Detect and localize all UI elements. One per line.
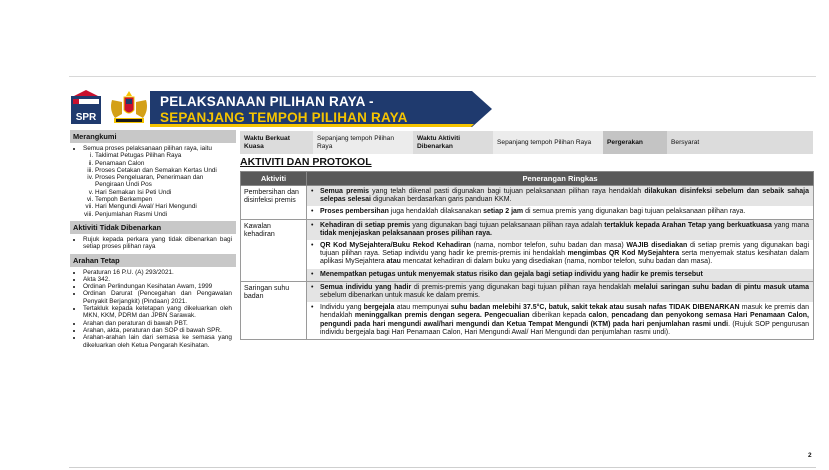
list-item: • Peraturan 16 P.U. (A) 293/2021. xyxy=(83,269,232,276)
bullet-icon: • xyxy=(311,283,314,291)
left-sidebar xyxy=(70,130,236,466)
bullet-text xyxy=(320,271,809,279)
status-bar xyxy=(240,131,813,154)
text-segment: , xyxy=(606,312,612,320)
bold-text-segment: meninggalkan premis dengan segera. Pengecualian xyxy=(354,312,530,320)
table-header-row xyxy=(241,172,814,186)
page-bottom-rule xyxy=(69,467,816,468)
list-item: • Ordinan Darurat (Pencegahan dan Pengawalan Penyakit Berjangkit) (Pindaan) 2021. xyxy=(83,290,232,305)
text-segment: atau mempunyai xyxy=(394,304,451,312)
arahan-tetap-heading: Arahan Tetap xyxy=(70,254,236,267)
waktu-aktiviti-value: Sepanjang tempoh Pilihan Raya xyxy=(493,131,603,154)
pergerakan-label: Pergerakan xyxy=(603,131,667,154)
text-segment: (nama, nombor telefon, suhu badan dan masa) xyxy=(470,242,627,250)
bold-text-segment: Kehadiran di setiap premis xyxy=(320,221,411,229)
description-bullet xyxy=(307,186,813,206)
bold-text-segment: QR Kod MySejahtera/Buku Rekod Kehadiran xyxy=(320,242,471,250)
list-item: • Akta 342. xyxy=(83,276,232,283)
activity-cell: Saringan suhu badan xyxy=(241,281,307,339)
tidak-dibenarkan-body xyxy=(70,234,236,254)
text-segment: di premis-premis yang digunakan bagi tujuan pilihan raya hendaklah xyxy=(411,283,634,291)
description-cell xyxy=(307,186,814,220)
bullet-icon: • xyxy=(311,242,314,250)
tidak-dibenarkan-heading: Aktiviti Tidak Dibenarkan xyxy=(70,221,236,234)
list-item: iv. Proses Pengeluaran, Penerimaan dan Pengiraan Undi Pos xyxy=(95,174,232,189)
spr-logo-icon xyxy=(70,90,102,126)
text-segment: yang telah dikenal pasti digunakan bagi tujuan pelaksanaan pilihan raya hendaklah xyxy=(369,188,645,195)
bullet-icon: • xyxy=(311,270,314,278)
bold-text-segment: tidak menjejaskan pelaksanaan proses pilihan raya. xyxy=(320,229,492,237)
waktu-berkuat-kuasa-label: Waktu Berkuat Kuasa xyxy=(244,134,290,150)
bold-text-segment: atau xyxy=(386,258,401,266)
bullet-text xyxy=(320,208,809,216)
bold-text-segment: Menempatkan petugas untuk menyemak status risiko dan gejala bagi setiap individu yang hadir ke premis tersebut xyxy=(320,270,703,278)
list-item: vi. Tempoh Berkempen xyxy=(95,196,232,203)
bullet-text xyxy=(320,188,809,204)
table-row xyxy=(241,219,814,281)
table-body xyxy=(241,186,814,340)
waktu-berkuat-kuasa-value: Sepanjang tempoh Pilihan Raya xyxy=(313,131,413,154)
description-bullet xyxy=(307,269,813,281)
section-title: AKTIVITI DAN PROTOKOL xyxy=(240,156,372,168)
bullet-text xyxy=(320,222,809,238)
bullet-icon: • xyxy=(311,208,314,216)
bullet-text xyxy=(320,304,809,337)
text-segment: . (Rujuk SOP pengurusan individu bergejala bagi Hari Penamaan Calon, Hari Mengundi Awal/ Hari Mengundi dan penjumlahan rasmi undi). xyxy=(320,320,810,336)
description-bullet xyxy=(307,302,813,339)
text-segment: juga hendaklah dilaksanakan xyxy=(388,208,484,216)
text-segment: sebelum dibenarkan untuk masuk ke dalam premis. xyxy=(320,292,480,300)
bold-text-segment: WAJIB disediakan xyxy=(626,242,688,250)
bold-text-segment: Semua individu yang hadir xyxy=(320,283,412,291)
bullet-icon: • xyxy=(311,221,314,229)
merangkumi-intro: Semua proses pelaksanaan pilihan raya, iaitu xyxy=(83,145,212,152)
protocol-table-wrapper xyxy=(240,171,813,461)
description-bullet xyxy=(307,240,813,269)
bullet-icon: • xyxy=(311,188,314,195)
bold-text-segment: pencadang dan penyokong semasa Hari Penamaan Calon, pengundi pada hari mengundi awal/hari mengundi dan Ketua Tempat Mengundi (KTM) pada hari penjumlahan rasmi undi xyxy=(320,312,809,328)
bold-text-segment: melalui saringan suhu badan di pintu masuk utama xyxy=(633,283,809,291)
activity-cell: Kawalan kehadiran xyxy=(241,219,307,281)
bold-text-segment: bergejala xyxy=(363,304,395,312)
column-header-activity: Aktiviti xyxy=(241,172,307,186)
bullet-text xyxy=(320,284,809,300)
list-item: • Tertakluk kepada ketetapan yang dikeluarkan oleh MKN, KKM, PDRM dan JPBN Sarawak. xyxy=(83,305,232,320)
text-segment: Individu yang xyxy=(320,304,364,312)
list-item: • Arahan-arahan lain dari semasa ke semasa yang dikeluarkan oleh Ketua Pengarah Kesihatan. xyxy=(83,334,232,349)
malaysia-crest-icon xyxy=(106,90,152,126)
protocol-table xyxy=(240,171,814,340)
list-item: • Rujuk kepada perkara yang tidak dibenarkan bagi setiap proses pilihan raya xyxy=(83,236,232,251)
bold-text-segment: tertakluk kepada Arahan Tetap yang berkuatkuasa xyxy=(604,221,772,229)
page-number: 2 xyxy=(808,452,812,459)
description-bullet xyxy=(307,206,813,218)
list-item: i. Taklimat Petugas Pilihan Raya xyxy=(95,152,232,159)
bold-text-segment: suhu badan melebihi 37.5°C, batuk, sakit tekak atau susah nafas TIDAK DIBENARKAN xyxy=(450,304,740,312)
waktu-aktiviti-label: Waktu Aktiviti Dibenarkan xyxy=(417,134,461,150)
bold-text-segment: mengimbas QR Kod MySejahtera xyxy=(567,250,680,258)
column-header-summary: Penerangan Ringkas xyxy=(307,172,814,186)
bold-text-segment: dilakukan disinfeksi sebelum dan sebaik sahaja selepas selesai xyxy=(320,188,810,204)
bold-text-segment: setiap 2 jam xyxy=(483,208,524,216)
logo-group xyxy=(70,90,156,128)
merangkumi-body xyxy=(70,143,236,221)
list-item: • Arahan dan peraturan di bawah PBT. xyxy=(83,320,232,327)
text-segment: di setiap premis yang digunakan bagi tujuan pilihan raya. Setiap individu yang hadir ke premis-premis ini hendaklah xyxy=(320,242,809,258)
pergerakan-value: Bersyarat xyxy=(671,138,700,146)
list-item: v. Hari Semakan Isi Peti Undi xyxy=(95,189,232,196)
list-item: vii. Hari Mengundi Awal/ Hari Mengundi xyxy=(95,203,232,210)
list-item: viii. Penjumlahan Rasmi Undi xyxy=(95,211,232,218)
page-title: PELAKSANAAN PILIHAN RAYA - xyxy=(160,94,374,109)
text-segment: digunakan berdasarkan garis panduan KKM. xyxy=(371,196,512,204)
text-segment: mencatat kehadiran di dalam buku yang disediakan (nama, nombor telefon, suhu badan dan masa). xyxy=(400,258,713,266)
title-banner xyxy=(150,91,492,127)
activity-cell: Pembersihan dan disinfeksi premis xyxy=(241,186,307,220)
bold-text-segment: Proses pembersihan xyxy=(320,208,389,216)
description-cell xyxy=(307,219,814,281)
text-segment: masuk ke premis dan hendaklah xyxy=(320,304,809,320)
spr-logo-text: SPR xyxy=(75,112,97,123)
text-segment: serta menyemak status kesihatan dalam aplikasi MySejahtera xyxy=(320,250,809,266)
list-item: • Ordinan Perlindungan Kesihatan Awam, 1999 xyxy=(83,283,232,290)
description-bullet xyxy=(307,220,813,240)
bold-text-segment: Semua premis xyxy=(320,188,370,195)
list-item: iii. Proses Cetakan dan Semakan Kertas Undi xyxy=(95,167,232,174)
bullet-text xyxy=(320,242,809,267)
text-segment: di semua premis yang digunakan bagi tujuan pelaksanaan pilihan raya. xyxy=(523,208,746,216)
list-item: • Arahan, akta, peraturan dan SOP di bawah SPR. xyxy=(83,327,232,334)
text-segment: diberikan kepada xyxy=(529,312,589,320)
text-segment: yang digunakan bagi tujuan pelaksanaan pilihan raya adalah xyxy=(410,221,605,229)
list-item xyxy=(83,145,232,218)
text-segment: yang mana xyxy=(771,221,809,229)
bullet-icon: • xyxy=(311,304,314,312)
list-item: ii. Penamaan Calon xyxy=(95,160,232,167)
bold-text-segment: calon xyxy=(588,312,607,320)
arahan-tetap-body xyxy=(70,267,236,352)
merangkumi-heading: Merangkumi xyxy=(70,130,236,143)
table-row xyxy=(241,186,814,220)
page-subtitle: SEPANJANG TEMPOH PILIHAN RAYA xyxy=(160,110,408,125)
table-row xyxy=(241,281,814,339)
description-bullet xyxy=(307,282,813,302)
description-cell xyxy=(307,281,814,339)
